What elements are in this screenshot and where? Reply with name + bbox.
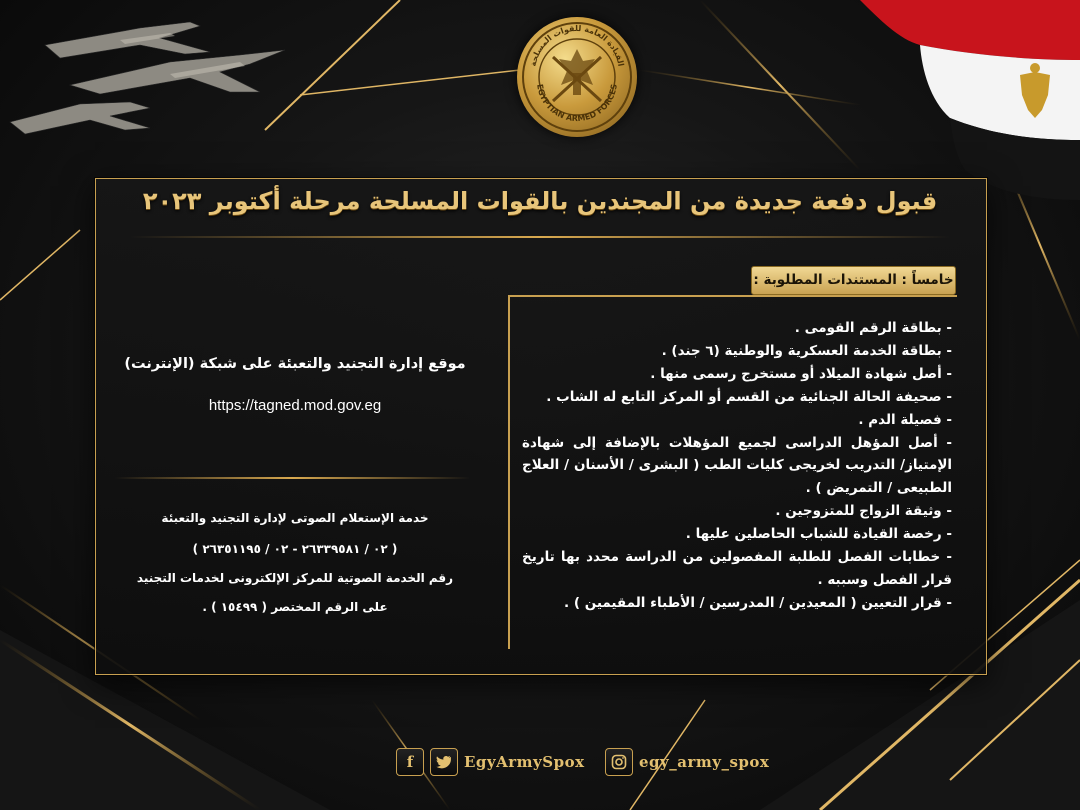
list-item: - خطابات الفصل للطلبة المفصولين من الدراسة محدد بها تاريخ قرار الفصل وسببه . (522, 549, 952, 588)
egypt-flag-image (860, 0, 1080, 200)
ivr-label: رقم الخدمة الصوتية للمركز الإلكترونى لخدمات التجنيد (136, 571, 454, 585)
twitter-icon[interactable] (430, 748, 458, 776)
list-item: - أصل المؤهل الدراسى لجميع المؤهلات بالإضافة إلى شهادة الإمتياز/ التدريب لخريجى كليات الطب ( البشرى / الأسنان / العلاج الطبيعى / التمريض ) . (522, 434, 952, 497)
list-item: - بطاقة الخدمة العسكرية والوطنية (٦ جند) . (661, 342, 952, 359)
documents-list (522, 317, 952, 615)
footer-instagram (605, 747, 769, 777)
social-handle[interactable]: EgyArmySpox (464, 753, 585, 771)
list-item: - صحيفة الحالة الجنائية من القسم أو المركز التابع له الشاب . (546, 388, 952, 405)
documents-section-badge: خامساً : المستندات المطلوبة : (751, 266, 956, 295)
page-title: قبول دفعة جديدة من المجندين بالقوات المسلحة مرحلة أكتوبر ٢٠٢٣ (142, 187, 938, 215)
hotline-numbers: ( ٠٢ / ٢٦٣٣٩٥٨١ - ٠٢ / ٢٦٣٥١١٩٥ ) (192, 542, 398, 556)
instagram-handle[interactable]: egy_army_spox (639, 753, 770, 771)
list-item: - بطاقة الرقم القومى . (794, 320, 952, 336)
fighter-jets-image (0, 0, 300, 140)
emblem-arabic-text: القيادة العامة للقوات المسلحة (528, 23, 626, 68)
ivr-number: على الرقم المختصر ( ١٥٤٩٩ ) . (202, 600, 388, 614)
website-label: موقع إدارة التجنيد والتعبئة على شبكة (الإنترنت) (124, 356, 466, 372)
title-divider (130, 236, 950, 238)
emblem-english-text: EGYPTIAN ARMED FORCES (535, 83, 619, 124)
list-item: - قرار التعيين ( المعيدين / المدرسين / الأطباء المقيمين ) . (564, 594, 952, 611)
facebook-icon[interactable]: f (396, 748, 424, 776)
hotline-label: خدمة الإستعلام الصوتى لإدارة التجنيد والتعبئة (161, 511, 429, 525)
list-item: - فصيلة الدم . (858, 411, 952, 428)
armed-forces-emblem (517, 17, 637, 137)
instagram-icon[interactable] (605, 748, 633, 776)
website-link[interactable]: https://tagned.mod.gov.eg (208, 397, 382, 414)
list-item: - رخصة القيادة للشباب الحاصلين عليها . (685, 526, 952, 543)
footer-facebook-twitter (396, 747, 585, 777)
list-item: - أصل شهادة الميلاد أو مستخرج رسمى منها . (650, 365, 952, 382)
list-item: - وثيقة الزواج للمتزوجين . (775, 503, 952, 520)
left-divider (115, 477, 470, 479)
